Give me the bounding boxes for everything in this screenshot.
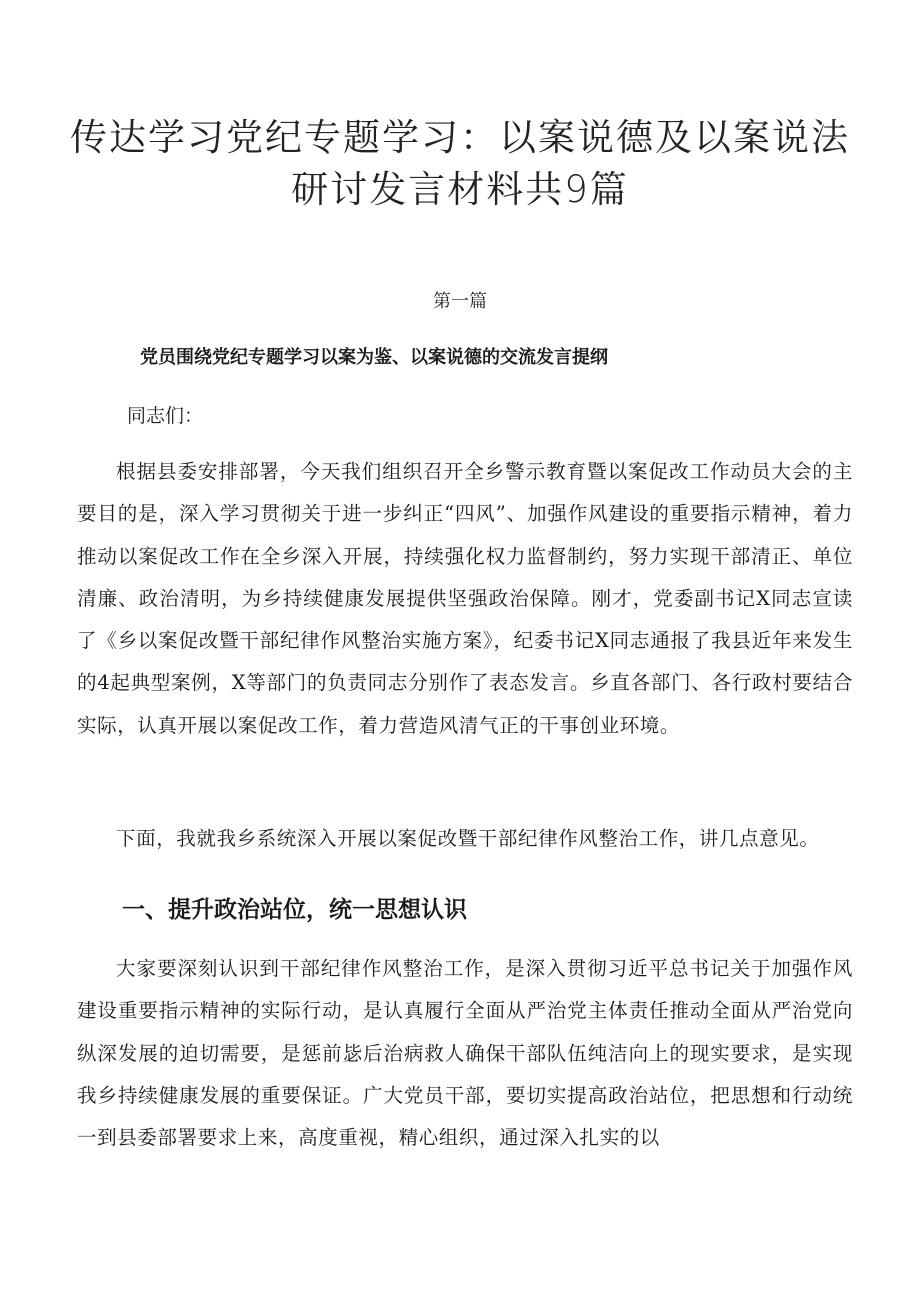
section-heading: 一、提升政治站位，统一思想认识 <box>122 897 467 923</box>
salutation: 同志们： <box>127 405 204 427</box>
body-paragraph: 大家要深刻认识到干部纪律作风整治工作，是深入贯彻习近平总书记关于加强作风建设重要指示精神的实际行动，是认真履行全面从严治党主体责任推动全面从严治党向纵深发展的迫切需要，是惩前毖后治病救人确保干部队伍纯洁向上的现实要求，是实现我乡持续健康发展的重要保证。广大党员干部，要切实提高政治站位，把思想和行动统一到县委部署要求上来，高度重视，精心组织，通过深入扎实的以 <box>77 957 853 1150</box>
speech-title: 党员围绕党纪专题学习以案为鉴、以案说德的交流发言提纲 <box>140 347 608 368</box>
document-title: 传达学习党纪专题学习：以案说德及以案说法研讨发言材料共9篇 <box>70 116 850 211</box>
section-label: 第一篇 <box>433 291 487 312</box>
body-paragraph: 根据县委安排部署，今天我们组织召开全乡警示教育暨以案促改工作动员大会的主要目的是，深入学习贯彻关于进一步纠正“四风”、加强作风建设的重要指示精神，着力推动以案促改工作在全乡深入开展，持续强化权力监督制约，努力实现干部清正、单位清廉、政治清明，为乡持续健康发展提供坚强政治保障。刚才，党委副书记X同志宣读了《乡以案促改暨干部纪律作风整治实施方案》，纪委书记X同志通报了我县近年来发生的4起典型案例，X等部门的负责同志分别作了表态发言。乡直各部门、各行政村要结合实际，认真开展以案促改工作，着力营造风清气正的干事创业环境。 <box>77 460 853 737</box>
body-paragraph: 下面，我就我乡系统深入开展以案促改暨干部纪律作风整治工作，讲几点意见。 <box>116 827 820 850</box>
